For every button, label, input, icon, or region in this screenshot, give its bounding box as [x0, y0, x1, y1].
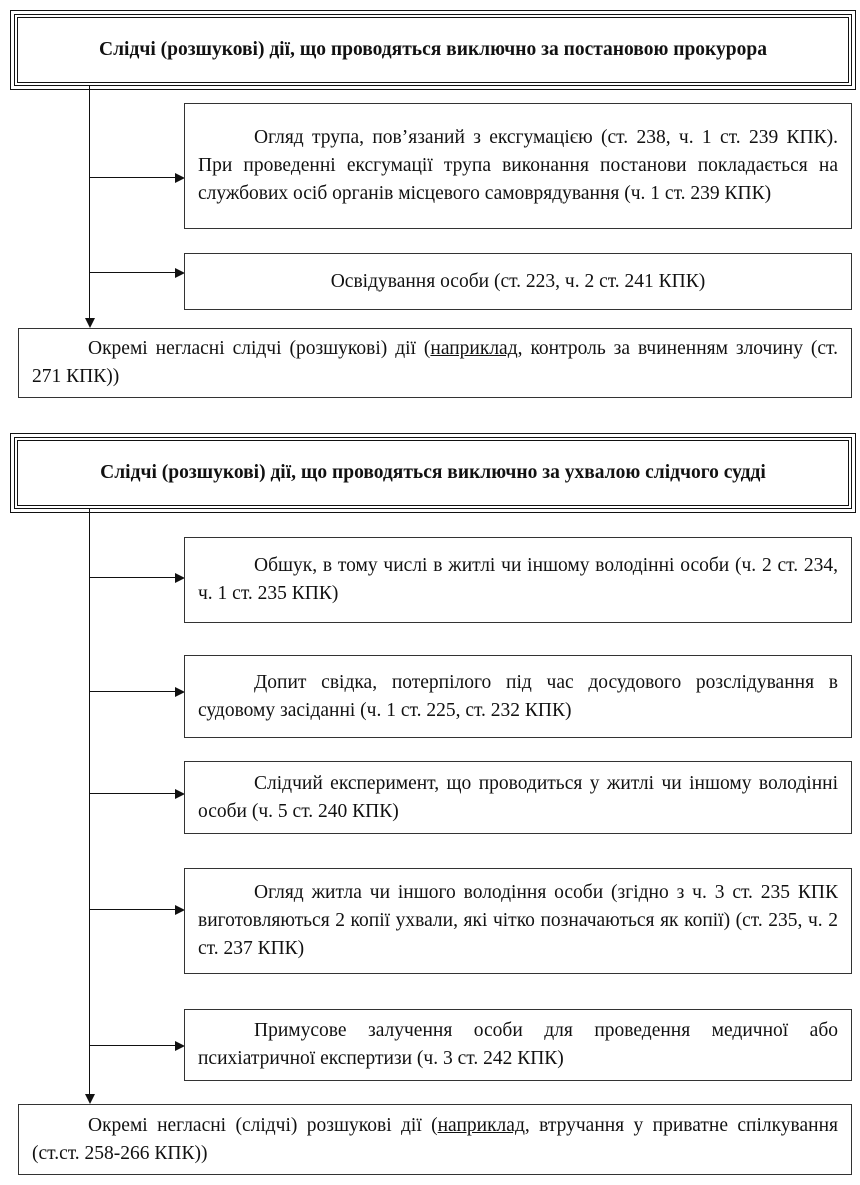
- section2-connector: [89, 509, 90, 1095]
- section1-header: [14, 14, 852, 86]
- section1-item-1: [184, 103, 852, 229]
- section1-branch-1: [89, 177, 176, 178]
- section2-item-2-text: Допит свідка, потерпілого під час досудового розслідування в судовому засіданні (ч. 1 ст. 225, ст. 232 КПК): [198, 671, 838, 721]
- section2-item-4: [184, 868, 852, 974]
- section2-branch-1: [89, 577, 176, 578]
- section2-item-2: [184, 655, 852, 738]
- section2-item-3: [184, 761, 852, 834]
- section1-example-word: наприклад: [430, 338, 518, 359]
- section1-title: Слідчі (розшукові) дії, що проводяться виключно за постановою прокурора: [99, 39, 767, 60]
- section2-branch-2: [89, 691, 176, 692]
- section2-arrow-down: [85, 1094, 95, 1104]
- section2-example-word: наприклад: [437, 1114, 525, 1136]
- section2-title: Слідчі (розшукові) дії, що проводяться виключно за ухвалою слідчого судді: [100, 462, 766, 483]
- section2-item-1-text: Обшук, в тому числі в житлі чи іншому володінні особи (ч. 2 ст. 234, ч. 1 ст. 235 КПК): [198, 555, 838, 604]
- section1-bottom-text: Окремі негласні слідчі (розшукові) дії (наприклад, контроль за вчиненням злочину (ст. 271 КПК)): [32, 338, 838, 387]
- section2-item-1: [184, 537, 852, 623]
- section2-item-5-text: Примусове залучення особи для проведення медичної або психіатричної експертизи (ч. 3 ст. 242 КПК): [198, 1020, 838, 1069]
- section2-item-5: [184, 1009, 852, 1081]
- section1-branch-2: [89, 272, 176, 273]
- section1-bottom: [18, 328, 852, 398]
- section1-item-2: [184, 253, 852, 310]
- section2-item-4-text: Огляд житла чи іншого володіння особи (згідно з ч. 3 ст. 235 КПК виготовляються 2 копії ухвали, які чітко позначаються як копії) (ст. 235, ч. 2 ст. 237 КПК): [198, 882, 838, 959]
- section2-branch-3: [89, 793, 176, 794]
- section2-item-3-text: Слідчий експеримент, що проводиться у житлі чи іншому володінні особи (ч. 5 ст. 240 КПК): [198, 772, 838, 822]
- section2-branch-5: [89, 1045, 176, 1046]
- section1-item-1-text: Огляд трупа, пов’язаний з ексгумацією (ст. 238, ч. 1 ст. 239 КПК). При проведенні ексгумації трупа виконання постанови покладається на службових осіб органів місцевого самоврядування (ч. 1 ст. 239 КПК): [198, 127, 838, 204]
- section1-item-2-text: Освідування особи (ст. 223, ч. 2 ст. 241 КПК): [330, 270, 706, 292]
- section1-arrow-down: [85, 318, 95, 328]
- section1-connector: [89, 86, 90, 319]
- section2-bottom: [18, 1104, 852, 1175]
- section2-header: [14, 437, 852, 509]
- section2-bottom-text: Окремі негласні (слідчі) розшукові дії (наприклад, втручання у приватне спілкування (ст.ст. 258-266 КПК)): [32, 1114, 839, 1164]
- section2-branch-4: [89, 909, 176, 910]
